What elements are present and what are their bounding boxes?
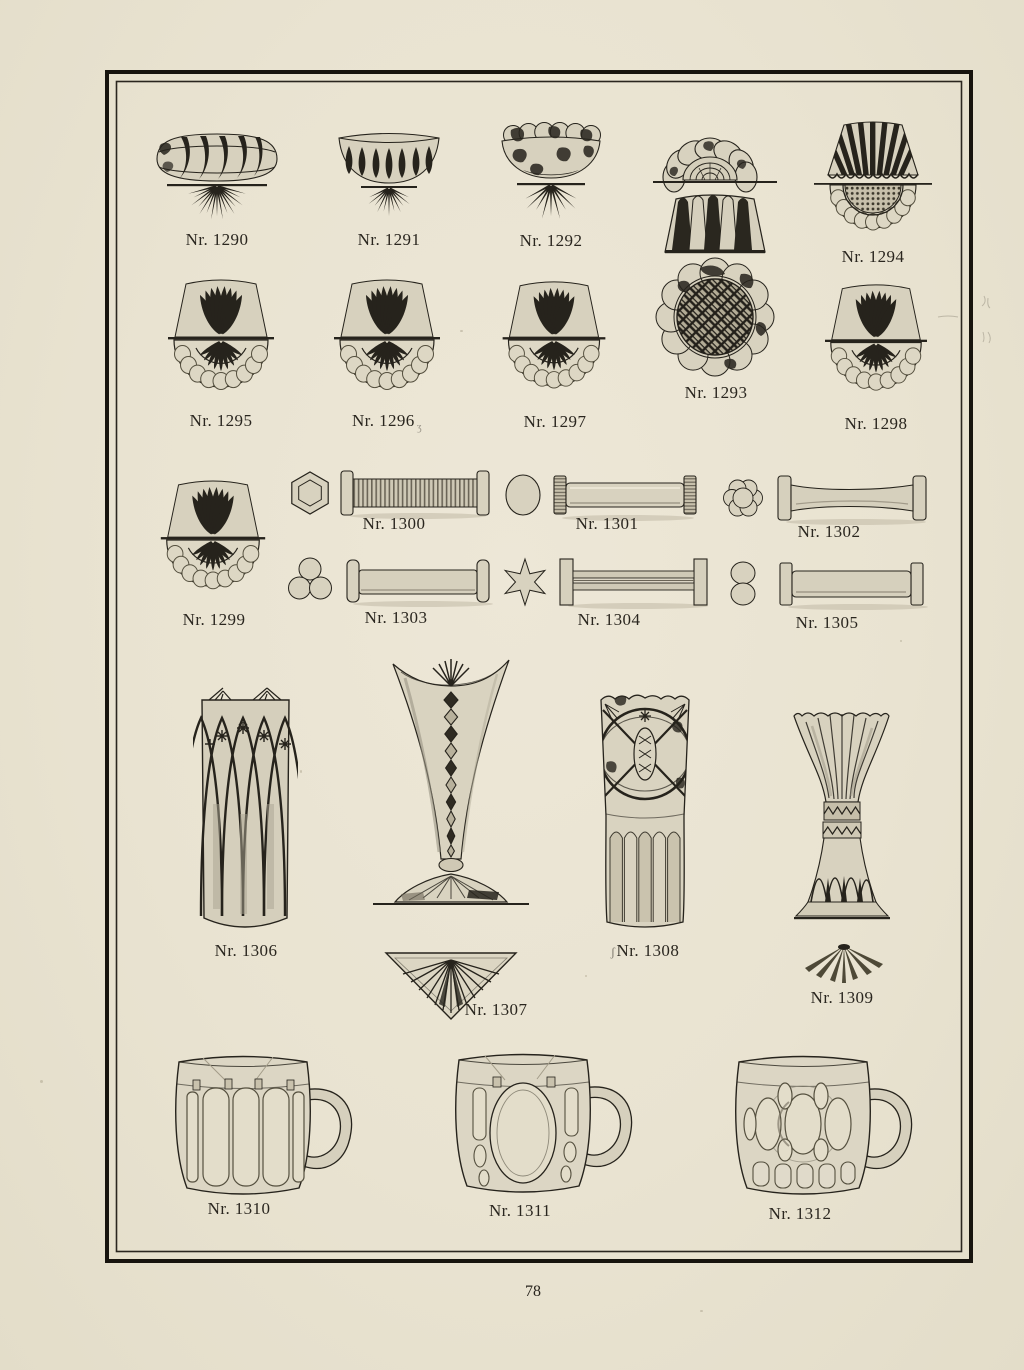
label-text: Nr. 1312 — [768, 1204, 832, 1223]
catalog-item-1302 — [716, 470, 944, 528]
star-cut-fan — [188, 185, 247, 219]
item-label-1295 — [190, 411, 253, 431]
paper-speck — [700, 1310, 703, 1312]
label-text: Nr. 1290 — [185, 230, 249, 249]
illustration-vase-1309 — [784, 706, 899, 940]
item-label-1298 — [845, 414, 908, 434]
item-label-1306 — [215, 941, 278, 961]
oval-end-view — [506, 475, 540, 515]
label-text: Nr. 1301 — [575, 514, 639, 533]
catalog-item-1310 — [163, 1038, 358, 1203]
paper-speck — [40, 1080, 43, 1083]
label-text: Nr. 1291 — [357, 230, 421, 249]
catalog-item-1308 — [589, 686, 701, 936]
print-artifact-mark: ʃ — [610, 944, 616, 959]
item-label-1301 — [576, 514, 639, 534]
label-text: Nr. 1298 — [844, 414, 908, 433]
catalog-item-1300 — [283, 466, 508, 521]
illustration-salt-cellar-1298 — [811, 281, 941, 408]
label-text: Nr. 1292 — [519, 231, 583, 250]
print-artifact-mark: ʒ — [416, 421, 422, 434]
catalog-item-1297 — [491, 278, 617, 406]
illustration-salt-cellar-1299 — [149, 476, 277, 608]
illustration-salt-cellar-1297 — [491, 278, 617, 406]
mould-side-view — [665, 195, 765, 253]
catalog-item-1290 — [147, 122, 287, 234]
rim-fan — [433, 659, 469, 686]
catalog-item-1298 — [811, 281, 941, 408]
catalog-item-1307 — [371, 652, 531, 954]
item-label-1294 — [842, 247, 905, 267]
catalog-item-1294 — [808, 118, 938, 250]
item-label-1292 — [520, 231, 583, 251]
catalog-item-1291 — [329, 126, 449, 228]
illustration-knife-rest-1302 — [716, 470, 944, 528]
catalog-item-1309-base — [799, 942, 889, 984]
label-text: Nr. 1294 — [841, 247, 905, 266]
double-lobe-end-view — [731, 562, 755, 605]
label-text: Nr. 1306 — [214, 941, 278, 960]
vertical-panels — [187, 1088, 304, 1186]
label-text: Nr. 1299 — [182, 610, 246, 629]
illustration-mug-1311 — [443, 1036, 638, 1201]
catalog-item-1306 — [193, 684, 298, 936]
label-text: Nr. 1307 — [464, 1000, 528, 1019]
illustration-star-base-1309 — [799, 942, 889, 984]
lower-flutes — [610, 832, 680, 922]
label-text: Nr. 1293 — [684, 383, 748, 402]
item-label-1290 — [186, 230, 249, 250]
star-leaves — [805, 946, 883, 983]
label-text: Nr. 1302 — [797, 522, 861, 541]
item-label-1311 — [489, 1201, 551, 1221]
label-text: Nr. 1300 — [362, 514, 426, 533]
item-label-1307 — [465, 1000, 528, 1020]
catalog-item-1309 — [784, 706, 899, 940]
label-text: Nr. 1309 — [810, 988, 874, 1007]
illustration-salt-cellar-1294 — [808, 118, 938, 250]
pencil-marks — [938, 296, 990, 343]
catalog-item-1299 — [149, 476, 277, 608]
illustration-vase-1308 — [589, 686, 701, 936]
illustration-salt-cellar-1296 — [322, 276, 452, 408]
item-label-1296 — [352, 411, 422, 433]
illustration-knife-rest-1304 — [498, 554, 726, 611]
catalog-item-1311 — [443, 1036, 638, 1201]
label-text: Nr. 1305 — [795, 613, 859, 632]
central-oval-panel — [490, 1083, 556, 1183]
label-text: Nr. 1310 — [207, 1199, 271, 1218]
item-label-1310 — [208, 1199, 271, 1219]
star-end-view — [505, 559, 545, 605]
catalog-item-1293 — [645, 122, 785, 380]
catalog-item-1312 — [723, 1038, 918, 1203]
illustration-knife-rest-1305 — [716, 556, 944, 612]
catalog-item-1295 — [156, 276, 286, 408]
illustration-knife-rest-1300 — [283, 466, 508, 521]
illustration-mug-1312 — [723, 1038, 918, 1203]
plate-diamond-view — [656, 258, 774, 376]
illustration-trumpet-vase-1307 — [371, 652, 531, 954]
illustration-salt-cellar-1290 — [147, 122, 287, 234]
item-label-1305 — [796, 613, 859, 633]
paper-speck — [900, 640, 902, 642]
star-cut-fan — [368, 188, 410, 216]
catalog-item-1292 — [493, 120, 609, 230]
item-label-1293 — [685, 383, 748, 403]
item-label-1304 — [578, 610, 641, 630]
catalog-item-1303 — [283, 554, 511, 609]
item-label-1309 — [811, 988, 874, 1008]
label-text: Nr. 1303 — [364, 608, 428, 627]
item-label-1308 — [611, 941, 679, 961]
label-text: Nr. 1311 — [488, 1201, 552, 1220]
item-label-1291 — [358, 230, 421, 250]
star-cut-burst — [525, 184, 577, 219]
catalog-item-1305 — [716, 556, 944, 612]
label-text: Nr. 1308 — [616, 941, 680, 960]
item-label-1303 — [365, 608, 428, 628]
item-label-1299 — [183, 610, 246, 630]
item-label-1312 — [769, 1204, 832, 1224]
paper-speck — [300, 770, 302, 773]
paper-speck — [460, 330, 463, 332]
illustration-scalloped-dish-1293 — [645, 122, 785, 380]
illustration-knife-rest-1303 — [283, 554, 511, 609]
catalog-item-1296 — [322, 276, 452, 408]
label-text: Nr. 1296 — [352, 411, 415, 430]
illustration-salt-cellar-1292 — [493, 120, 609, 230]
item-label-1300 — [363, 514, 426, 534]
page-number: 78 — [525, 1283, 541, 1300]
label-text: Nr. 1295 — [189, 411, 253, 430]
hex-end-view — [292, 472, 328, 514]
label-text: Nr. 1297 — [523, 412, 587, 431]
flower-end-view — [724, 480, 763, 516]
illustration-salt-cellar-1291 — [329, 126, 449, 228]
item-label-1297 — [524, 412, 587, 432]
trefoil-end-view — [289, 558, 332, 599]
illustration-salt-cellar-1295 — [156, 276, 286, 408]
paper-speck — [585, 975, 587, 977]
illustration-mug-1310 — [163, 1038, 358, 1203]
catalog-item-1304 — [498, 554, 726, 611]
label-text: Nr. 1304 — [577, 610, 641, 629]
item-label-1302 — [798, 522, 861, 542]
top-fan-crests — [209, 688, 281, 700]
illustration-vase-1306 — [193, 684, 298, 936]
dish-top-view — [653, 136, 777, 192]
